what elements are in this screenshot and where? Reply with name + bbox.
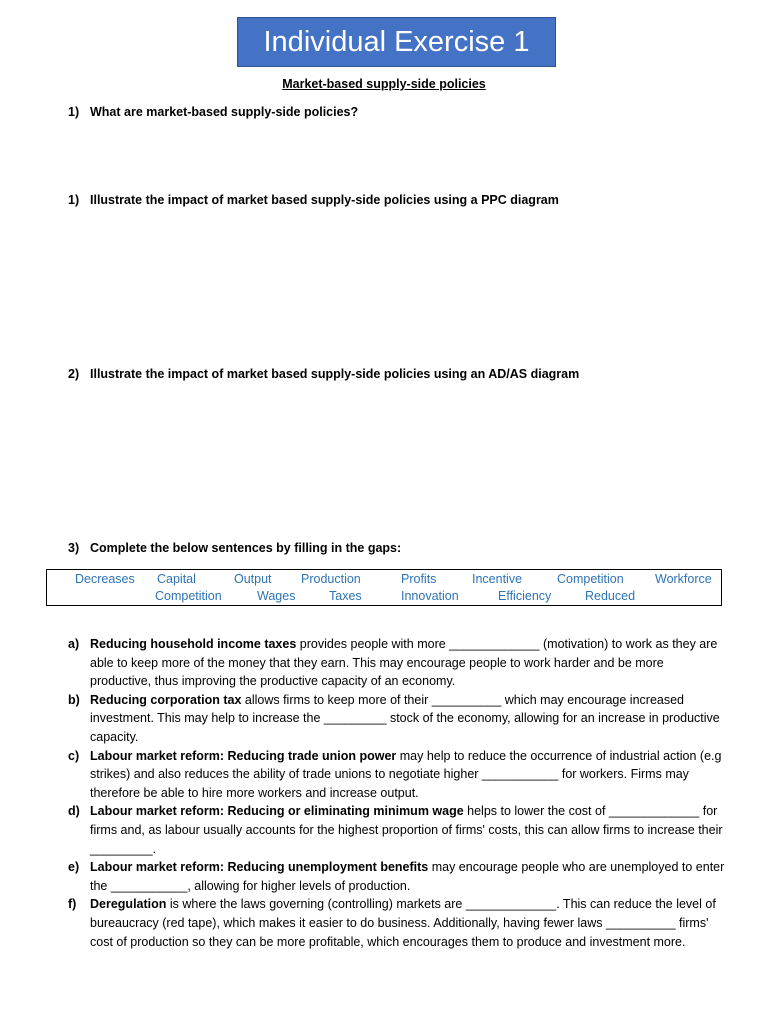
question-2 (68, 193, 559, 207)
list-item (68, 895, 728, 951)
word-bank-word: Output (234, 572, 272, 586)
question-text: Illustrate the impact of market based supply-side policies using an AD/AS diagram (90, 367, 580, 381)
question-text: Illustrate the impact of market based supply-side policies using a PPC diagram (90, 193, 559, 207)
item-label: c) (68, 748, 80, 763)
item-body: is where the laws governing (controlling) markets are _____________. This can reduce the level of bureaucracy (red tape), which makes it easier to do business. Additionally, having fewer laws __________ firms' cost of production so they can be more profitable, which encourages them to produce and investment more. (90, 897, 716, 949)
item-label: a) (68, 637, 80, 651)
word-bank-word: Wages (257, 589, 296, 603)
item-label: e) (68, 860, 80, 875)
list-item (68, 802, 728, 858)
question-3 (68, 367, 579, 381)
item-text (90, 635, 728, 691)
item-body: allows firms to keep more of their __________ which may encourage increased investment. This may help to increase the _________ stock of the economy, allowing for an increase in productive capacity. (90, 692, 720, 744)
question-number: 3) (68, 541, 80, 555)
item-text (90, 747, 728, 803)
page-title: Individual Exercise 1 (263, 25, 530, 58)
question-text: What are market-based supply-side policies? (90, 105, 359, 119)
item-text (90, 895, 728, 951)
list-item (68, 691, 728, 747)
item-term: Labour market reform: Reducing trade union power (90, 748, 397, 763)
item-term: Labour market reform: Reducing unemployment benefits (90, 860, 429, 875)
item-body: may encourage people who are unemployed to enter the ___________, allowing for higher levels of production. (90, 860, 725, 893)
item-text (90, 802, 728, 858)
question-number: 2) (68, 367, 80, 381)
list-item (68, 747, 728, 803)
word-bank-word: Capital (157, 572, 196, 586)
word-bank-word: Efficiency (498, 589, 552, 603)
word-bank-word: Innovation (401, 589, 459, 603)
question-4 (68, 541, 401, 555)
item-label: f) (68, 897, 77, 912)
item-body: may help to reduce the occurrence of industrial action (e.g strikes) and also reduces the ability of trade unions to negotiate higher ___________ for workers. Firms may therefore be able to hire more workers and increase output. (90, 748, 722, 800)
question-text: Complete the below sentences by filling in the gaps: (90, 541, 402, 555)
word-bank-word: Profits (401, 572, 437, 586)
question-number: 1) (68, 105, 80, 119)
list-item (68, 635, 728, 691)
word-bank-word: Competition (155, 589, 222, 603)
item-term: Reducing household income taxes (90, 637, 297, 651)
item-body: provides people with more _____________ (motivation) to work as they are able to keep more of the money that they earn. This may encourage people to work harder and be more productive, thus improving the productive capacity of an economy. (90, 637, 718, 689)
item-label: d) (68, 804, 80, 819)
item-text (90, 691, 728, 747)
item-text (90, 858, 728, 895)
word-bank-word: Incentive (472, 572, 523, 586)
word-bank (46, 569, 722, 606)
question-1 (68, 105, 358, 119)
item-label: b) (68, 692, 80, 707)
word-bank-word: Production (301, 572, 361, 586)
item-term: Reducing corporation tax (90, 692, 242, 707)
subtitle: Market-based supply-side policies (282, 77, 486, 91)
question-number: 1) (68, 193, 80, 207)
word-bank-word: Decreases (75, 572, 135, 586)
word-bank-word: Workforce (655, 572, 712, 586)
item-body: helps to lower the cost of _____________ for firms and, as labour usually accounts for the highest proportion of firms' costs, this can allow firms to increase their _________. (90, 804, 723, 856)
list-item (68, 858, 728, 895)
title-banner (237, 17, 556, 67)
word-bank-word: Competition (557, 572, 624, 586)
item-term: Labour market reform: Reducing or eliminating minimum wage (90, 804, 464, 819)
item-term: Deregulation (90, 897, 167, 912)
word-bank-word: Taxes (329, 589, 362, 603)
gap-fill-list (68, 635, 728, 951)
word-bank-word: Reduced (585, 589, 636, 603)
